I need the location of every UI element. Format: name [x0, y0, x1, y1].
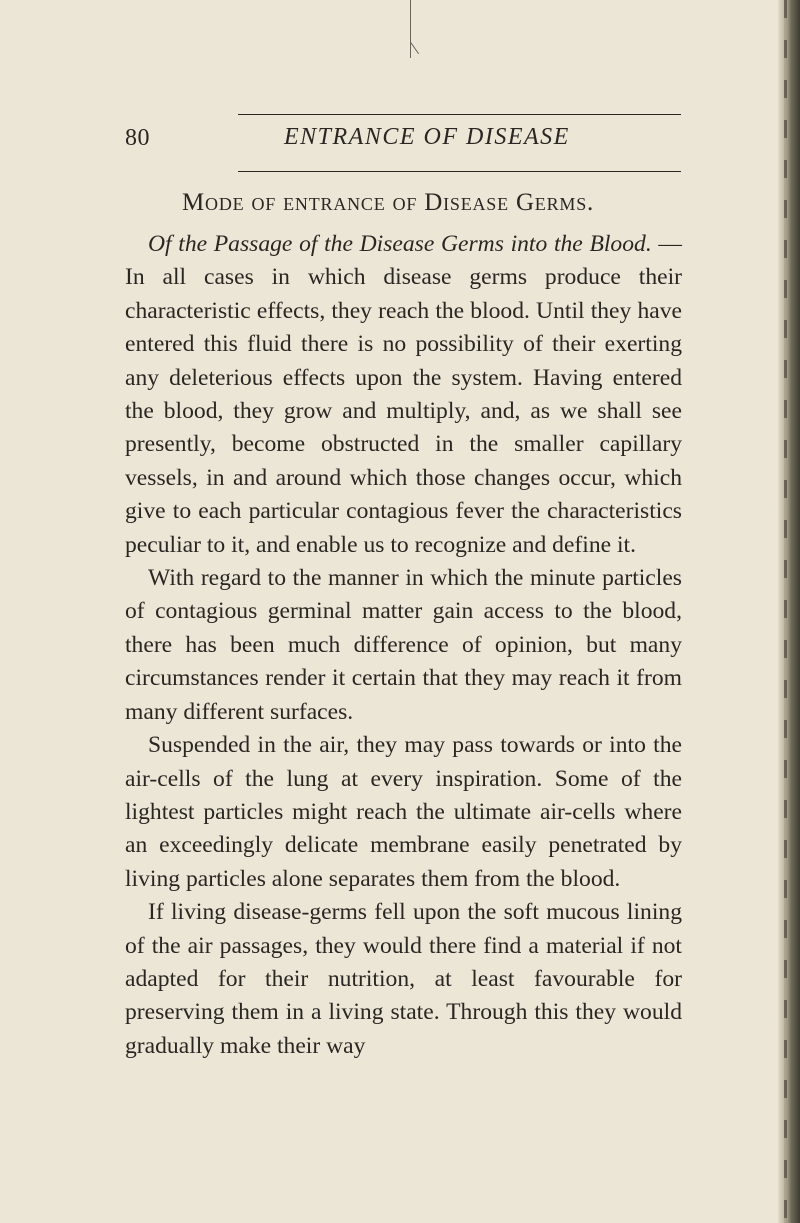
paragraph-1 — [125, 228, 682, 562]
paragraph-2: With regard to the manner in which the minute particles of contagious germinal matter gain access to the blood, there has been much difference of opinion, but many circumstances render it certain that they may reach it from many different surfaces. — [125, 565, 682, 725]
paragraph-1-text: —In all cases in which disease germs produce their characteristic effects, they reach the blood. Until they have entered this fluid there is no possibility of their exerting any deleterious effects upon the system. Having entered the blood, they grow and multiply, and, as we shall see presently, become obstructed in the smaller capillary vessels, in and around which those changes occur, which give to each particular contagious fever the characteristics peculiar to it, and enable us to recognize and define it. — [125, 231, 682, 558]
book-spine-edge — [778, 0, 800, 1223]
section-title: Mode of entrance of Disease Germs. — [182, 189, 595, 216]
paragraph-subhead: Of the Passage of the Disease Germs into the Blood. — [148, 231, 652, 257]
paragraph-3: Suspended in the air, they may pass towards or into the air-cells of the lung at every inspiration. Some of the lightest particles might reach the ultimate air-cells where an exceedingly delicate membrane easily penetrated by living particles alone separates them from the blood. — [125, 732, 682, 892]
header-rule-bottom — [238, 171, 681, 172]
scan-mark-top-curve — [410, 42, 419, 54]
header-rule-top — [238, 114, 681, 115]
running-head: ENTRANCE OF DISEASE — [284, 124, 570, 150]
paragraph-4: If living disease-germs fell upon the soft mucous lining of the air passages, they would there find a material if not adapted for their nutrition, at least favourable for preserving them in a living state. Through this they would gradually make their way — [125, 899, 682, 1059]
scan-mark-top — [410, 0, 411, 58]
page-number: 80 — [125, 125, 150, 151]
body-text — [125, 228, 682, 1063]
